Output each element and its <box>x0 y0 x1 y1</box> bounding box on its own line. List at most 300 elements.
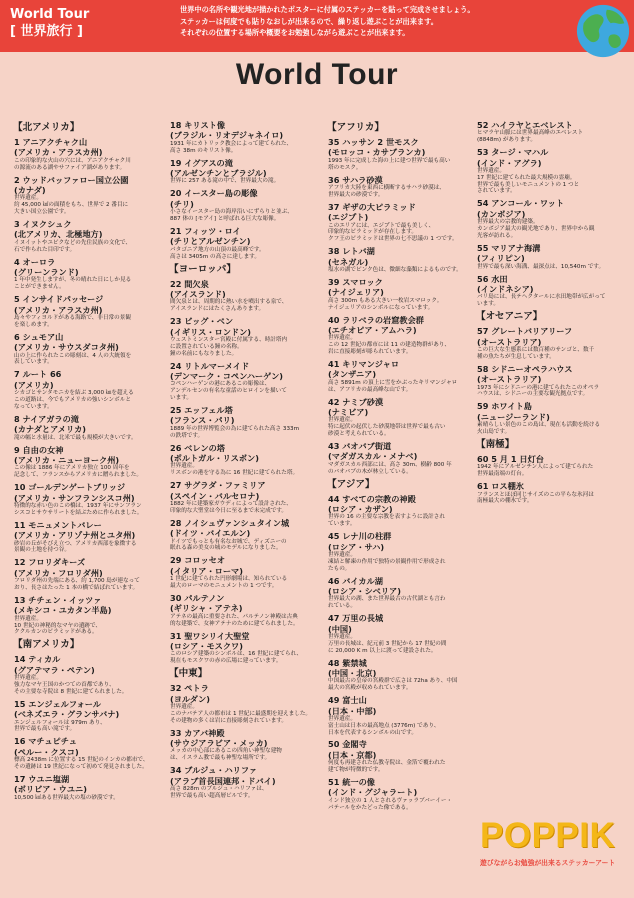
landmark-name: 39 スマロック <box>328 276 383 287</box>
landmark-description: 砂漠と考えられている。 <box>328 430 390 437</box>
landmark-description: 間欠泉とは、周期的に熱い水を噴出する泉で、 <box>170 299 288 306</box>
landmark-location: (ロシア・モスクワ) <box>170 640 243 651</box>
landmark-description: 世界遺産。 <box>14 675 42 682</box>
landmark-name: 42 ナミブ砂漠 <box>328 396 384 407</box>
landmark-location: (デンマーク・コペンハーゲン) <box>170 370 284 381</box>
landmark-location: (エジプト) <box>328 212 369 223</box>
landmark-description: 世界で最も高い超高層ビルです。 <box>170 792 254 799</box>
header-bar <box>0 0 634 52</box>
landmark-description: を楽しめます。 <box>14 321 53 328</box>
landmark-entry <box>328 397 475 438</box>
column <box>477 120 627 508</box>
landmark-entry <box>14 520 164 554</box>
landmark-entry <box>170 316 322 357</box>
landmark-name: 9 自由の女神 <box>14 444 64 455</box>
landmark-description: このロシア建築のシンボルは、16 世紀に建てられ、 <box>170 651 303 658</box>
landmark-entry <box>14 699 164 733</box>
landmark-description: 1 年中発生しますが、冬の晴れた日にしか見る <box>14 277 132 284</box>
landmark-name: 52 ハイラヤとエベレスト <box>477 120 573 130</box>
landmark-entry <box>328 137 475 171</box>
landmark-description: アフリカ大陸を東西に横断するサハラ砂漠は、 <box>328 185 445 191</box>
landmark-description: 滝の幅と水量は、北米で最も規模が大きいです。 <box>14 434 137 441</box>
landmark-name: 4 オーロラ <box>14 256 56 267</box>
landmark-name: 7 ルート 66 <box>14 369 62 380</box>
landmark-entry <box>477 454 627 478</box>
landmark-location: (インド・グジャラート) <box>328 787 418 798</box>
landmark-name: 18 キリスト像 <box>170 120 226 130</box>
landmark-name: 32 ペトラ <box>170 683 209 694</box>
landmark-description: は、イスラム教で最も神聖な場所です。 <box>170 755 271 762</box>
landmark-location: (ヨルダン) <box>170 693 210 704</box>
landmark-description: 1889 年の世界博覧会の為に建てられた高さ 333m <box>170 425 300 432</box>
landmark-description: れている。 <box>328 603 356 610</box>
landmark-description: 素晴らしい景色のこの島は、現在も活動を続ける <box>477 422 601 429</box>
landmark-description: 最大の宮殿が収められています。 <box>328 685 412 692</box>
landmark-description: 高さ 828m のブルジュ・ハリファは、 <box>170 785 268 792</box>
landmark-description: 887 体の [モアイ] と呼ばれる巨大な彫像。 <box>170 216 280 222</box>
landmark-name: 26 ベレンの塔 <box>170 442 225 453</box>
landmark-location: (ニュージーランド) <box>477 411 550 422</box>
landmark-entry <box>14 369 164 410</box>
landmark-name: 57 グレートバリアリーフ <box>477 326 573 337</box>
landmark-location: (フィリピン) <box>477 253 525 264</box>
landmark-description: ウェストミンスター宮殿に付属する、時計塔内 <box>170 336 288 343</box>
landmark-description: 光客が訪れる。 <box>477 232 517 239</box>
landmark-description: ヒマラヤ山脈には世界最高峰のエベレスト <box>477 130 584 137</box>
landmark-name: 58 シドニーオペラハウス <box>477 363 573 374</box>
landmark-name: 47 万里の長城 <box>328 613 384 624</box>
landmark-description: 1942 年にアルゼンチン人によって建てられた <box>477 464 594 471</box>
landmark-description: 1993 年に完成した海の上に建つ世界で最も高い <box>328 157 451 164</box>
landmark-location: (アラブ首長国連邦・ドバイ) <box>170 775 276 786</box>
landmark-description: 特徴的な赤い色のこの橋は、1937 年にサンフラン <box>14 502 142 509</box>
landmark-description: この印象的な火山の穴には、アニアクチャク川 <box>14 157 131 164</box>
landmark-description: カンボジア最大の観光地であり、世界中から観 <box>477 225 595 232</box>
landmark-description: 1931 年にカトリック教会によって建てられた、 <box>170 140 293 147</box>
column <box>328 120 475 815</box>
landmark-name: 12 フロリダキーズ <box>14 557 86 568</box>
landmark-description: パテールをかたどった像である。 <box>328 804 412 811</box>
landmark-description: 山の上に作られたこの彫刻は、4 人の大統領を <box>14 352 132 359</box>
landmark-description: 凍結と解凍の作用で独特の景観作用で形成され <box>328 558 446 565</box>
brand-subtitle: [ 世界旅行 ] <box>10 24 83 39</box>
landmark-description: このエリアには、エジプトで最も美しく、 <box>328 222 435 229</box>
landmark-description: その主要な寺院は 8 世紀に建てられました。 <box>14 688 128 695</box>
landmark-description: 記念して、フランスからアメリカに贈られました。 <box>14 472 142 479</box>
region-heading: 【ヨーロッパ】 <box>169 263 236 275</box>
landmark-description: その建物の多くは岩に直接彫刻されています。 <box>170 717 288 724</box>
landmark-location: (ポルトガル・リスボン) <box>170 452 259 463</box>
intro-line: それぞれの位置する場所や概要をお勉強しながら遊ぶことが出来ます。 <box>180 28 410 37</box>
landmark-entry <box>14 137 164 171</box>
landmark-description: 世界遺産。 <box>14 615 42 622</box>
landmark-name: 54 アンコール・ワット <box>477 198 565 209</box>
landmark-description: 小さなイースター島の海岸沿いにずらりと並ぶ、 <box>170 209 293 216</box>
landmark-description: 鐘の名前にもなりました。 <box>170 350 238 357</box>
landmark-description: 最大のローマのモニュメントの 1 つです。 <box>170 582 278 589</box>
region-heading: 【中東】 <box>169 668 208 680</box>
region-heading: 【アジア】 <box>327 478 375 490</box>
landmark-description: イヌイットやユピクなどの先住民族の文化で、 <box>14 239 132 246</box>
landmark-entry <box>170 158 322 186</box>
region-heading: 【北アメリカ】 <box>13 122 80 133</box>
landmark-name: 6 シュモア山 <box>14 331 64 342</box>
landmark-description: 火山島です。 <box>477 428 511 435</box>
landmark-location: (グアテマラ・ペテン) <box>14 664 95 675</box>
landmark-entry <box>14 219 164 253</box>
landmark-description: アンデルセンの有名な童話のヒロインを描いて <box>170 388 287 395</box>
landmark-location: (ナミビア) <box>328 406 369 417</box>
landmark-name: 44 すべての宗教の神殿 <box>328 493 416 504</box>
landmark-description: の鉄塔です。 <box>170 432 204 439</box>
landmark-description: ハウスは、シドニーの主要な観光拠点です。 <box>477 391 589 398</box>
landmark-location: (中国・北京) <box>328 667 377 678</box>
landmark-entry <box>328 315 475 356</box>
landmark-description: 塔のモスク。 <box>328 164 362 171</box>
landmark-entry <box>14 774 164 802</box>
landmark-description: 強力なマヤ王国のかつての首都であり、 <box>14 681 115 688</box>
landmark-description: 高さ 5891m の頂上に雪をかぶったキリマンジャロ <box>328 379 458 386</box>
landmark-name: 46 バイカル湖 <box>328 575 383 586</box>
landmark-description: 日本を代表するシンボルの山です。 <box>328 729 417 736</box>
landmark-location: (カナダ) <box>14 185 46 195</box>
landmark-name: 30 パルテノン <box>170 592 225 603</box>
landmark-description: されています。 <box>477 188 516 195</box>
landmark-entry <box>328 441 475 475</box>
landmark-description: 17 世紀に建てられた最大規模の霊廟。 <box>477 174 576 181</box>
landmark-description: 世界最大の砂漠です。 <box>328 191 384 198</box>
landmark-location: (ドイツ・バイエルン) <box>170 528 251 539</box>
landmark-entry <box>328 777 475 811</box>
landmark-name: 20 イースター島の彫像 <box>170 188 258 199</box>
landmark-name: 51 統一の像 <box>328 777 375 788</box>
landmark-name: 45 レナ川の柱群 <box>328 531 392 542</box>
landmark-description: シカゴとサンタモニカを結ぶ 3,000 ㎞を超える <box>14 390 134 397</box>
logo-tagline: 遊びながらお勉強が出来るステッカーアート <box>480 859 616 867</box>
landmark-description: 富士山は日本の最高地点 (3776m) であり、 <box>328 722 440 729</box>
landmark-description: に 20,000 K m 以上に渡って建設された。 <box>328 647 437 654</box>
landmark-name: 25 エッフェル塔 <box>170 404 233 415</box>
landmark-location: (イタリア・ローマ) <box>170 565 243 576</box>
landmark-location: (メキシコ・ユカタン半島) <box>14 605 112 616</box>
landmark-entry <box>170 120 322 154</box>
landmark-entry <box>328 695 475 736</box>
landmark-description: 世界に 257 ある滝の中で、世界最大の滝。 <box>170 178 280 185</box>
landmark-description: 眠れる森の美女の城のモデルになりました。 <box>170 545 282 552</box>
landmark-description: ドイツでもっとも有名なお城で、ディズニーの <box>170 538 287 545</box>
landmark-name: 13 チチェン・イッツァ <box>14 594 102 605</box>
landmark-location: (オーストラリア) <box>477 374 542 385</box>
landmark-entry <box>14 332 164 366</box>
landmark-entry <box>14 294 164 328</box>
landmark-description: アテネの最高に重要された、パルテノン神殿は古典 <box>170 613 298 620</box>
landmark-description: マダガスカル西部には、高さ 30m、樹齢 800 年 <box>328 461 452 468</box>
landmark-entry <box>477 364 627 398</box>
landmark-location: (アメリカ・フロリダ州) <box>14 567 103 578</box>
landmark-description: ことができません。 <box>14 284 65 291</box>
landmark-description: たもの。 <box>328 565 351 572</box>
landmark-location: (ギリシャ・アテネ) <box>170 603 243 614</box>
landmark-entry <box>170 555 322 589</box>
landmark-description: 石で作られた目印です。 <box>14 246 76 253</box>
landmark-description: 高さ 38m のキリスト像。 <box>170 147 237 154</box>
landmark-location: (ペルー・クスコ) <box>14 746 79 757</box>
landmark-name: 60 5 月 1 日灯台 <box>477 453 544 464</box>
landmark-description: 岩に直接彫刻が彫られています。 <box>328 348 412 355</box>
landmark-name: 48 紫禁城 <box>328 657 367 668</box>
landmark-name: 24 リトルマーメイド <box>170 360 250 371</box>
landmark-description: 1882 年に建築家ガウディによって設計された、 <box>170 500 292 507</box>
landmark-location: (オーストラリア) <box>477 336 542 347</box>
landmark-description: クフ王のピラミッドは世界の七不思議の 1 つです。 <box>328 236 458 243</box>
landmark-location: (ロシア・カザン) <box>328 503 393 514</box>
landmark-description: ています。 <box>328 521 356 528</box>
landmark-description: 印象的なピラミッドが存在します。 <box>328 229 417 236</box>
landmark-location: (モロッコ・カサブランカ) <box>328 147 426 158</box>
landmark-entry <box>477 198 627 239</box>
landmark-name: 41 キリマンジャロ <box>328 358 400 369</box>
landmark-entry <box>170 226 322 260</box>
landmark-description: その遺跡は 19 世紀になって初めて発見されました。 <box>14 763 148 770</box>
landmark-description: 世界遺産。 <box>328 335 356 342</box>
landmark-name: 2 ウッドバッファロー国立公園 <box>14 174 129 185</box>
landmark-name: 14 ティカル <box>14 654 61 665</box>
landmark-entry <box>328 613 475 654</box>
landmark-description: 世界最南端の灯台。 <box>477 471 528 478</box>
landmark-description: 1 世紀に建てられた円形劇場は、知られている <box>170 576 288 583</box>
landmark-description: 約 45,000 ㎢の面積をもち、世界で 2 番目に <box>14 202 129 209</box>
landmark-location: (フランス・パリ) <box>170 415 235 426</box>
landmark-entry <box>170 361 322 402</box>
landmark-location: (アメリカ) <box>14 379 54 390</box>
poppik-logo <box>480 818 630 882</box>
landmark-description: 南極最大の棚氷です。 <box>477 498 533 505</box>
landmark-entry <box>328 739 475 773</box>
landmark-description: 世界遺産。 <box>170 703 198 710</box>
landmark-name: 38 レトバ湖 <box>328 246 375 257</box>
landmark-entry <box>328 202 475 243</box>
landmark-description: このナバテア人の都市は 1 世紀に最盛期を迎えました。 <box>170 710 312 717</box>
landmark-description: バリ島には、長テヘクタールに水田地帯が広がって <box>477 294 606 301</box>
landmark-entry <box>170 683 322 724</box>
landmark-name: 59 ホワイト島 <box>477 401 532 412</box>
landmark-entry <box>328 576 475 610</box>
landmark-description: パタゴニア地方の山頂の最高峰です。 <box>170 246 265 253</box>
landmark-location: (カンボジア) <box>477 208 526 219</box>
landmark-location: (日本・京都) <box>328 749 377 760</box>
landmark-description: シスコとサウサリートを結ぶために作られました。 <box>14 509 143 516</box>
landmark-description: 表しています。 <box>14 359 53 366</box>
column <box>14 120 164 805</box>
landmark-name: 61 ロス棚氷 <box>477 481 524 492</box>
landmark-entry <box>170 188 322 222</box>
landmark-description: 世界遺産。 <box>328 551 356 558</box>
landmark-description: 世界遺産。 <box>328 633 356 640</box>
content-columns <box>0 120 634 898</box>
landmark-name: 16 マチュピチュ <box>14 736 77 747</box>
brand-title: World Tour <box>10 7 90 22</box>
landmark-entry <box>328 658 475 692</box>
landmark-description: 世界遺産。 <box>14 195 42 202</box>
landmark-entry <box>14 557 164 591</box>
landmark-description: います。 <box>477 301 499 308</box>
landmark-description: 万里の長城は、紀元前 3 世紀から 17 世紀の間 <box>328 640 447 647</box>
landmark-description: 中国最古の皇帝の宮殿群で広さは 72ha あり、中国 <box>328 678 458 685</box>
landmark-entry <box>170 765 322 799</box>
landmark-location: (ベネズエラ・グランサバナ) <box>14 709 120 720</box>
landmark-description: コペンハーゲンの港にあるこの彫像は、 <box>170 381 271 388</box>
landmark-location: (セネガル) <box>328 256 369 267</box>
landmark-name: 49 富士山 <box>328 695 367 706</box>
landmark-entry <box>170 480 322 514</box>
landmark-description: インド独立の 1 人とされるヴァッラブバーイー・ <box>328 797 453 804</box>
landmark-location: (チリ) <box>170 198 194 209</box>
landmark-location: (アイスランド) <box>170 288 226 299</box>
landmark-description: エンジェルフォールは 979m あり、 <box>14 719 106 726</box>
landmark-name: 1 アニアクチャク山 <box>14 137 88 147</box>
landmark-location: (アメリカ・サンフランシスコ州) <box>14 492 135 503</box>
landmark-location: (スペイン・バルセロナ) <box>170 490 260 501</box>
landmark-entry <box>170 631 322 665</box>
landmark-location: (タンザニア) <box>328 369 377 380</box>
landmark-entry <box>170 405 322 439</box>
landmark-description: (8848m) があります。 <box>477 137 536 144</box>
landmark-description: この巨大な生態系には数百種のサンゴと、数千 <box>477 346 595 353</box>
landmark-name: 10 ゴールデンゲートブリッジ <box>14 482 126 493</box>
landmark-description: アイスランドにはたくさんあります。 <box>170 306 265 313</box>
landmark-entry <box>14 175 164 216</box>
landmark-name: 53 タージ・マハル <box>477 147 549 158</box>
brand <box>10 6 122 40</box>
landmark-description: の源流のある湖やサファイア湖があります。 <box>14 164 126 171</box>
landmark-location: (チリとアルゼンチン) <box>170 236 251 247</box>
landmark-entry <box>328 246 475 274</box>
landmark-location: (イギリス・ロンドン) <box>170 326 252 337</box>
landmark-entry <box>170 518 322 552</box>
landmark-description: 特に起伏の起伏した砂漠地帯は世界で最も古い <box>328 424 446 431</box>
landmark-description: 的な建築で、女神アテナのために建てられました。 <box>170 620 299 627</box>
landmark-description: 世界最大の宗教的建築。 <box>477 219 539 226</box>
landmark-name: 34 ブルジュ・ハリファ <box>170 765 258 776</box>
region-heading: 【南アメリカ】 <box>13 639 80 651</box>
landmark-entry <box>14 257 164 291</box>
landmark-name: 19 イグアスの滝 <box>170 157 233 168</box>
landmark-name: 3 イヌクシュク <box>14 218 72 229</box>
landmark-location: (北アメリカ、北極地方) <box>14 229 103 240</box>
landmark-description: フランスとほぼ同じサイズのこの平らな氷河は <box>477 491 594 498</box>
landmark-location: (日本・中部) <box>328 705 377 716</box>
landmark-location: (アメリカ・ニューヨーク州) <box>14 454 120 465</box>
landmark-description: 10 世紀の神秘的なマヤの遺跡で、 <box>14 622 102 629</box>
landmark-description: 世界で最も高い滝です。 <box>14 726 76 733</box>
landmark-name: 43 バオバブ街道 <box>328 440 392 451</box>
landmark-location: (カナダとアメリカ) <box>14 424 87 435</box>
landmark-description: この道路は、今でもアメリカの強いシンボルと <box>14 396 131 403</box>
landmark-name: 23 ビッグ・ベン <box>170 316 234 327</box>
landmark-name: 8 ナイアガラの滝 <box>14 413 79 424</box>
intro-line: ステッカーは何度でも貼りなおしが出来るので、繰り返し遊ぶことが出来ます。 <box>180 16 438 26</box>
landmark-description: フロリダ州の先端にある、約 1,700 島が連なって <box>14 578 140 585</box>
logo-word: POPPIK <box>480 816 616 855</box>
landmark-entry <box>477 147 627 195</box>
landmark-location: (ボリビア・ウユニ) <box>14 784 87 795</box>
landmark-description: は、アフリカの最高峰な山です。 <box>328 386 412 393</box>
landmark-description: 大きい国立公園です。 <box>14 209 70 215</box>
landmark-name: 55 マリアナ海溝 <box>477 242 541 253</box>
landmark-location: (エチオピア・アムハラ) <box>328 324 417 335</box>
landmark-entry <box>14 482 164 516</box>
landmark-location: (アメリカ・アラスカ州) <box>14 147 103 158</box>
landmark-entry <box>328 175 475 199</box>
landmark-name: 33 カアバ神殿 <box>170 727 225 738</box>
landmark-location: (ロシア・シベリア) <box>328 585 401 596</box>
landmark-description: 世界遺産。 <box>477 168 505 174</box>
region-heading: 【オセアニア】 <box>476 311 543 323</box>
landmark-entry <box>328 494 475 528</box>
landmark-entry <box>328 277 475 311</box>
landmark-description: 砂岩の丘がそびえ立つ、アメリカ西部を象徴する <box>14 540 137 547</box>
landmark-description: メッカの中心部にあるこの四角い神聖な建物 <box>170 748 282 755</box>
landmark-name: 28 ノイシュヴァンシュタイン城 <box>170 517 290 528</box>
landmark-name: 40 ラリベラの岩窟教会群 <box>328 314 424 325</box>
landmark-entry <box>170 728 322 762</box>
landmark-description: 1973 年にシドニーの港に建てられたこのオペラ <box>477 384 600 391</box>
landmark-name: 29 コロッセオ <box>170 555 226 566</box>
landmark-location: (アメリカ・サウスダコタ州) <box>14 342 119 353</box>
landmark-description: 世界最大の湖、また世界最古の古代湖とも言わ <box>328 596 446 603</box>
landmark-description: 高さ 300m もある大きい一枚岩スマロック。 <box>328 297 443 304</box>
landmark-name: 17 ウユニ塩湖 <box>14 773 70 784</box>
landmark-description: に設置されている鐘の名称。 <box>170 343 243 350</box>
landmark-name: 50 金閣寺 <box>328 739 367 750</box>
landmark-description: 何度も再建された仏教寺院は、金箔で覆われた <box>328 760 446 767</box>
landmark-location: (アメリカ・アリゾナ州とユタ州) <box>14 530 136 541</box>
landmark-description: なっています。 <box>14 403 53 410</box>
landmark-entry <box>328 359 475 393</box>
landmark-entry <box>14 654 164 695</box>
landmark-description: この像は 1886 年にアメリカ独立 100 周年を <box>14 465 130 472</box>
landmark-description: 高さは 3405m の高さに達します。 <box>170 253 260 260</box>
landmark-location: (アメリカ・アラスカ州) <box>14 304 103 315</box>
landmark-location: (アルゼンチンとブラジル) <box>170 168 267 178</box>
landmark-location: (ロシア・サハ) <box>328 541 385 552</box>
landmark-name: 22 間欠泉 <box>170 278 209 289</box>
landmark-description: 印象的な大聖堂は今日に至るまで未完成です。 <box>170 507 288 514</box>
landmark-description: のバオバブの木が林立している。 <box>328 468 412 475</box>
region-heading: 【アフリカ】 <box>327 122 385 133</box>
landmark-description: 世界で最も美しいモニュメントの 1 つと <box>477 181 580 188</box>
landmark-entry <box>477 481 627 505</box>
landmark-name: 21 フィッツ・ロイ <box>170 225 241 236</box>
landmark-description: ククルカンのピラミッドがある。 <box>14 629 98 636</box>
landmark-entry <box>477 326 627 360</box>
intro-text <box>180 4 540 39</box>
landmark-entry <box>14 736 164 770</box>
landmark-entry <box>477 274 627 308</box>
landmark-description: リスボンの港を守る為に 16 世紀に建てられた塔。 <box>170 470 299 477</box>
landmark-location: (インド・アグラ) <box>477 157 542 168</box>
landmark-entry <box>170 593 322 627</box>
region-heading: 【南極】 <box>476 438 515 450</box>
landmark-name: 5 インサイドパッセージ <box>14 294 104 305</box>
landmark-description: ナイジェリアのシンボルになっています。 <box>328 304 434 311</box>
landmark-name: 15 エンジェルフォール <box>14 698 101 709</box>
landmark-location: (マダガスカル・メナベ) <box>328 451 418 462</box>
landmark-entry <box>328 531 475 572</box>
landmark-description: 世界で最も深い海溝、最深点は、10,540m です。 <box>477 263 605 270</box>
landmark-description: 現在もモスクワの赤の広場に建っています。 <box>170 658 282 665</box>
landmark-name: 35 ハッサン 2 世モスク <box>328 137 419 147</box>
